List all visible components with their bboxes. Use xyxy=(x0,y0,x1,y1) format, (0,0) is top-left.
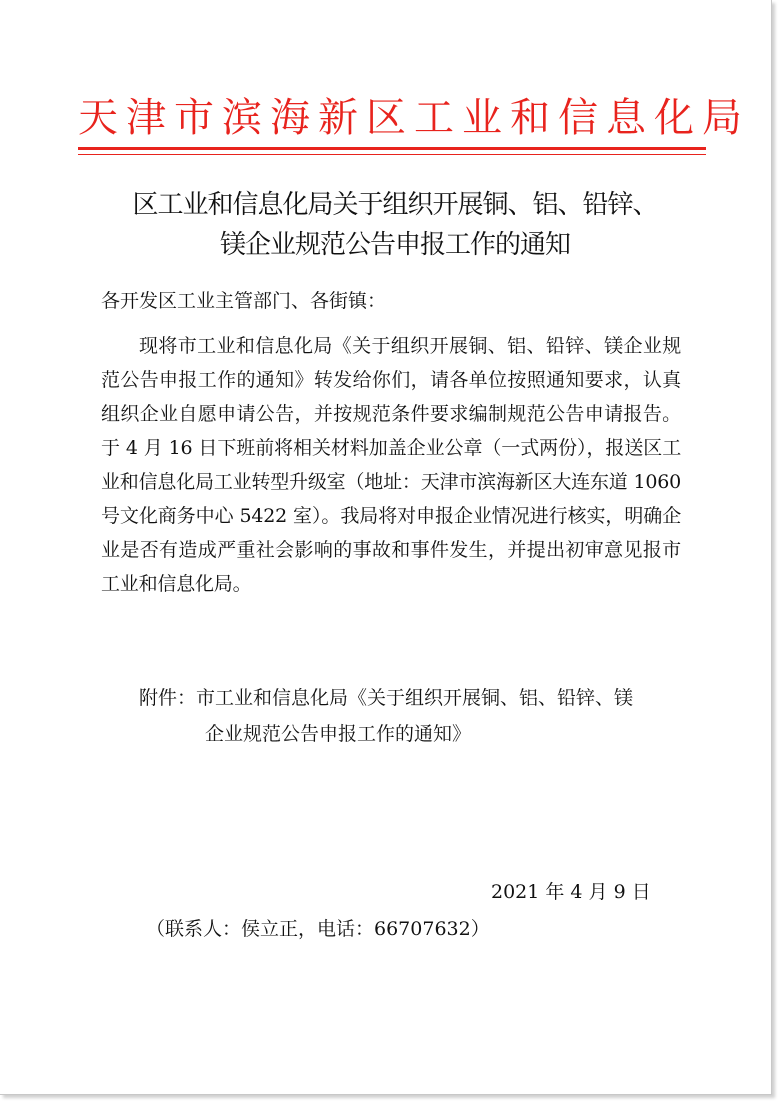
issue-date: 2021 年 4 月 9 日 xyxy=(491,881,651,903)
notice-body-paragraph: 现将市工业和信息化局《关于组织开展铜、铝、铅锌、镁企业规范公告申报工作的通知》转发给你们，请各单位按照通知要求，认真组织企业自愿申请公告，并按规范条件要求编制规范公告申请报告。于 4 月 16 日下班前将相关材料加盖企业公章（一式两份），报送区工业和信息化局工业转型升级室（地址：天津市滨海新区大连东道 1060 号文化商务中心 5422 室）。我局将对申报企业情况进行核实，明确企业是否有造成严重社会影响的事故和事件发生，并提出初审意见报市工业和信息化局。 xyxy=(101,335,681,595)
masthead-org-name: 天津市滨海新区工业和信息化局 xyxy=(78,95,750,141)
contact-info: （联系人：侯立正，电话：66707632） xyxy=(146,918,490,940)
notice-title-line-1: 区工业和信息化局关于组织开展铜、铝、铅锌、 xyxy=(132,190,658,220)
masthead-red-rule-thick xyxy=(78,147,706,150)
salutation: 各开发区工业主管部门、各街镇： xyxy=(101,290,387,312)
attachment-block xyxy=(139,680,684,752)
attachment-line-2: 企业规范公告申报工作的通知》 xyxy=(205,723,472,745)
attachment-line-1: 附件：市工业和信息化局《关于组织开展铜、铝、铅锌、镁 xyxy=(139,687,634,709)
notice-title xyxy=(90,185,700,265)
notice-title-line-2: 镁企业规范公告申报工作的通知 xyxy=(219,230,570,260)
masthead-red-rule-thin xyxy=(78,154,706,155)
